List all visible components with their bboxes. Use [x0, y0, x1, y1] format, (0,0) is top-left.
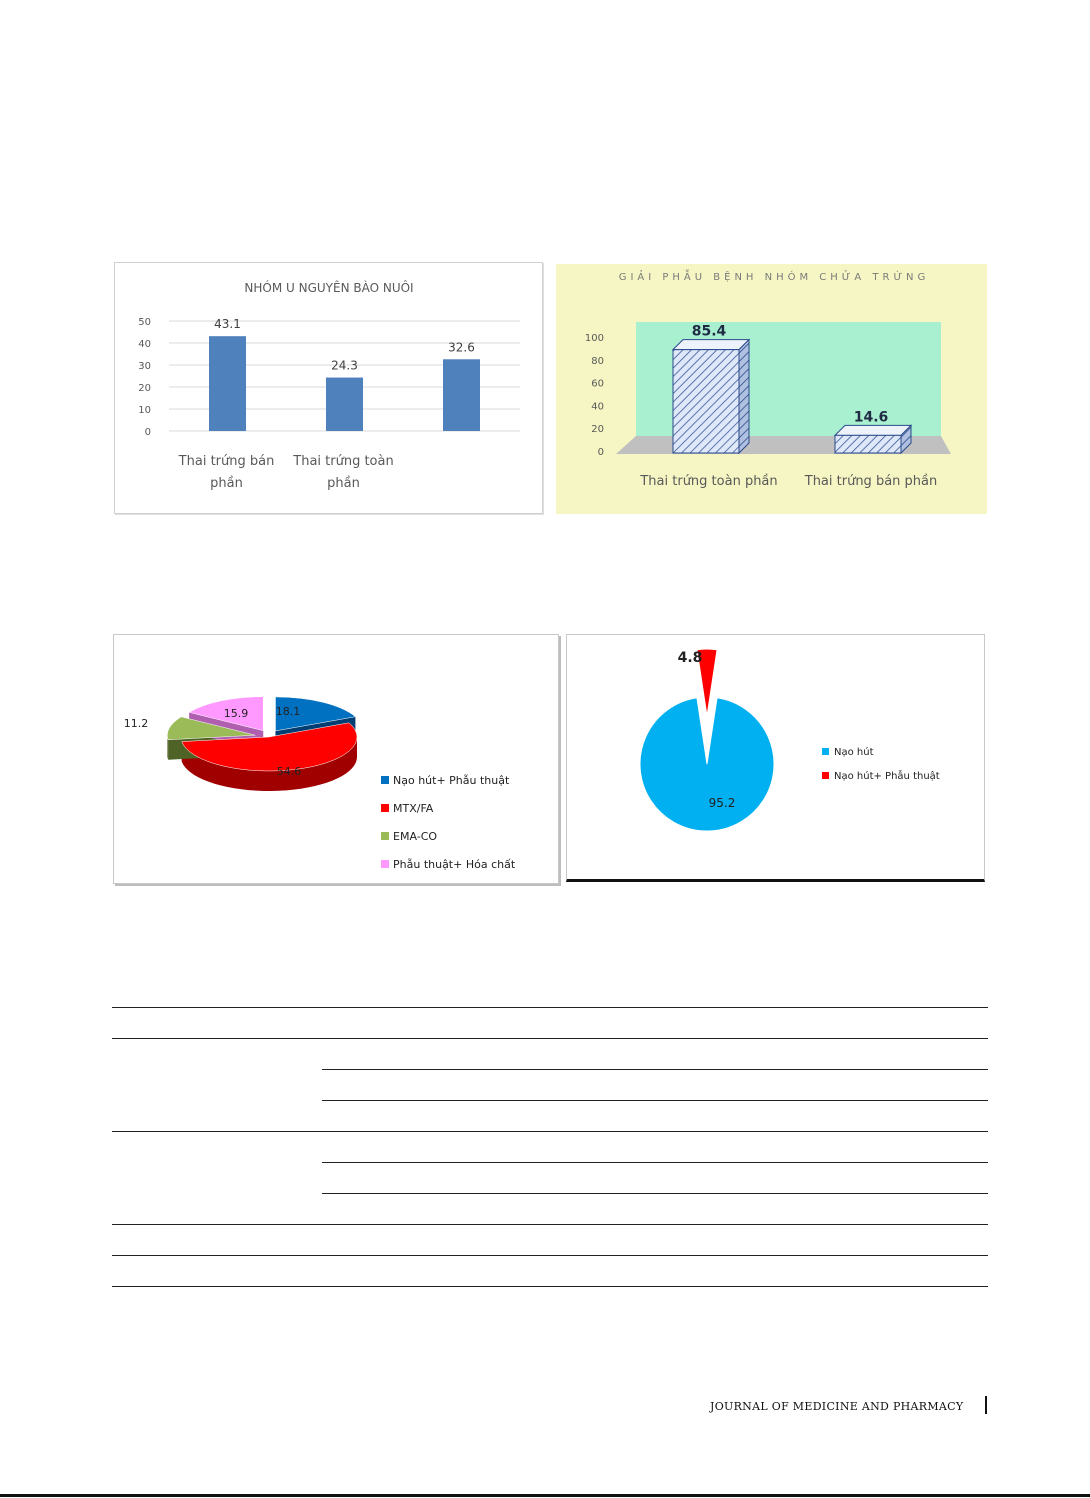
- legend-label: EMA-CO: [393, 830, 438, 843]
- legend-label: Nạo hút: [834, 747, 874, 758]
- pie-chart-procedure: [566, 634, 985, 882]
- data-label: 95.2: [708, 796, 736, 810]
- y-tick-label: 60: [591, 378, 604, 390]
- table-rule: [322, 1162, 988, 1163]
- table-rule: [112, 1007, 988, 1008]
- footer-divider: [985, 1396, 987, 1414]
- legend-swatch: [822, 772, 829, 779]
- category-label: phần: [210, 476, 243, 491]
- legend-label: Nạo hút+ Phẫu thuật: [834, 771, 940, 782]
- bar: [835, 435, 901, 453]
- data-label: 54.6: [276, 765, 302, 778]
- data-label: 15.9: [223, 707, 249, 720]
- y-tick-label: 20: [591, 424, 604, 436]
- table-rule: [322, 1069, 988, 1070]
- bar-chart-2-svg: [556, 264, 987, 514]
- data-label: 32.6: [448, 340, 475, 355]
- data-label: 24.3: [331, 358, 358, 373]
- legend-label: Phẫu thuật+ Hóa chất: [393, 858, 516, 871]
- legend-label: Nạo hút+ Phẫu thuật: [393, 774, 510, 787]
- table-rule: [112, 1286, 988, 1287]
- y-tick-label: 80: [591, 355, 604, 367]
- y-tick-label: 50: [138, 317, 151, 328]
- table-rule: [112, 1224, 988, 1225]
- journal-footer: JOURNAL OF MEDICINE AND PHARMACY: [710, 1400, 964, 1413]
- chart-2-title: GIẢI PHẪU BỆNH NHÓM CHỬA TRỨNG: [618, 272, 930, 283]
- legend-swatch: [381, 776, 389, 784]
- bar: [673, 350, 739, 453]
- legend-swatch: [381, 804, 389, 812]
- legend-swatch: [381, 832, 389, 840]
- bar-top: [835, 425, 911, 435]
- data-label: 18.1: [275, 705, 301, 718]
- data-label: 11.2: [123, 717, 149, 730]
- legend-swatch: [822, 748, 829, 755]
- pie-chart-2-svg: [567, 635, 984, 880]
- bar-chart-1-svg: [115, 263, 542, 513]
- y-tick-label: 20: [138, 383, 151, 394]
- bar: [209, 336, 246, 431]
- y-tick-label: 0: [144, 427, 151, 438]
- bar-top: [673, 340, 749, 350]
- category-label: Thai trứng toàn phần: [640, 474, 778, 489]
- y-tick-label: 40: [591, 401, 604, 413]
- chart-1-title: NHÓM U NGUYÊN BÀO NUÔI: [244, 281, 414, 295]
- category-label: Thai trứng bán phần: [804, 474, 938, 489]
- y-tick-label: 30: [138, 361, 151, 372]
- bar: [443, 359, 480, 431]
- y-tick-label: 10: [138, 405, 151, 416]
- y-tick-label: 0: [597, 447, 604, 458]
- table-rule: [112, 1131, 988, 1132]
- data-label: 85.4: [691, 323, 727, 340]
- page-bottom-rule: [0, 1494, 1090, 1497]
- bar-chart-trophoblastic: [114, 262, 543, 514]
- pie-chart-1-svg: [114, 635, 558, 883]
- category-label: Thai trứng bán: [178, 454, 275, 469]
- pie-chart-treatment: [113, 634, 559, 884]
- category-label: Thai trứng toàn: [293, 454, 394, 469]
- bar-side: [739, 340, 749, 453]
- table-rule: [112, 1255, 988, 1256]
- table-rule: [322, 1193, 988, 1194]
- bar: [326, 378, 363, 431]
- category-label: phần: [327, 476, 360, 491]
- data-label: 14.6: [853, 409, 889, 426]
- data-label: 43.1: [214, 317, 241, 332]
- bar-chart-pathology: [556, 264, 987, 514]
- data-label: 4.8: [677, 650, 703, 666]
- table-rule: [112, 1038, 988, 1039]
- y-tick-label: 40: [138, 339, 151, 350]
- table-rule: [322, 1100, 988, 1101]
- pie-slice: [640, 698, 774, 831]
- legend-swatch: [381, 860, 389, 868]
- y-tick-label: 100: [584, 333, 604, 344]
- legend-label: MTX/FA: [393, 802, 434, 815]
